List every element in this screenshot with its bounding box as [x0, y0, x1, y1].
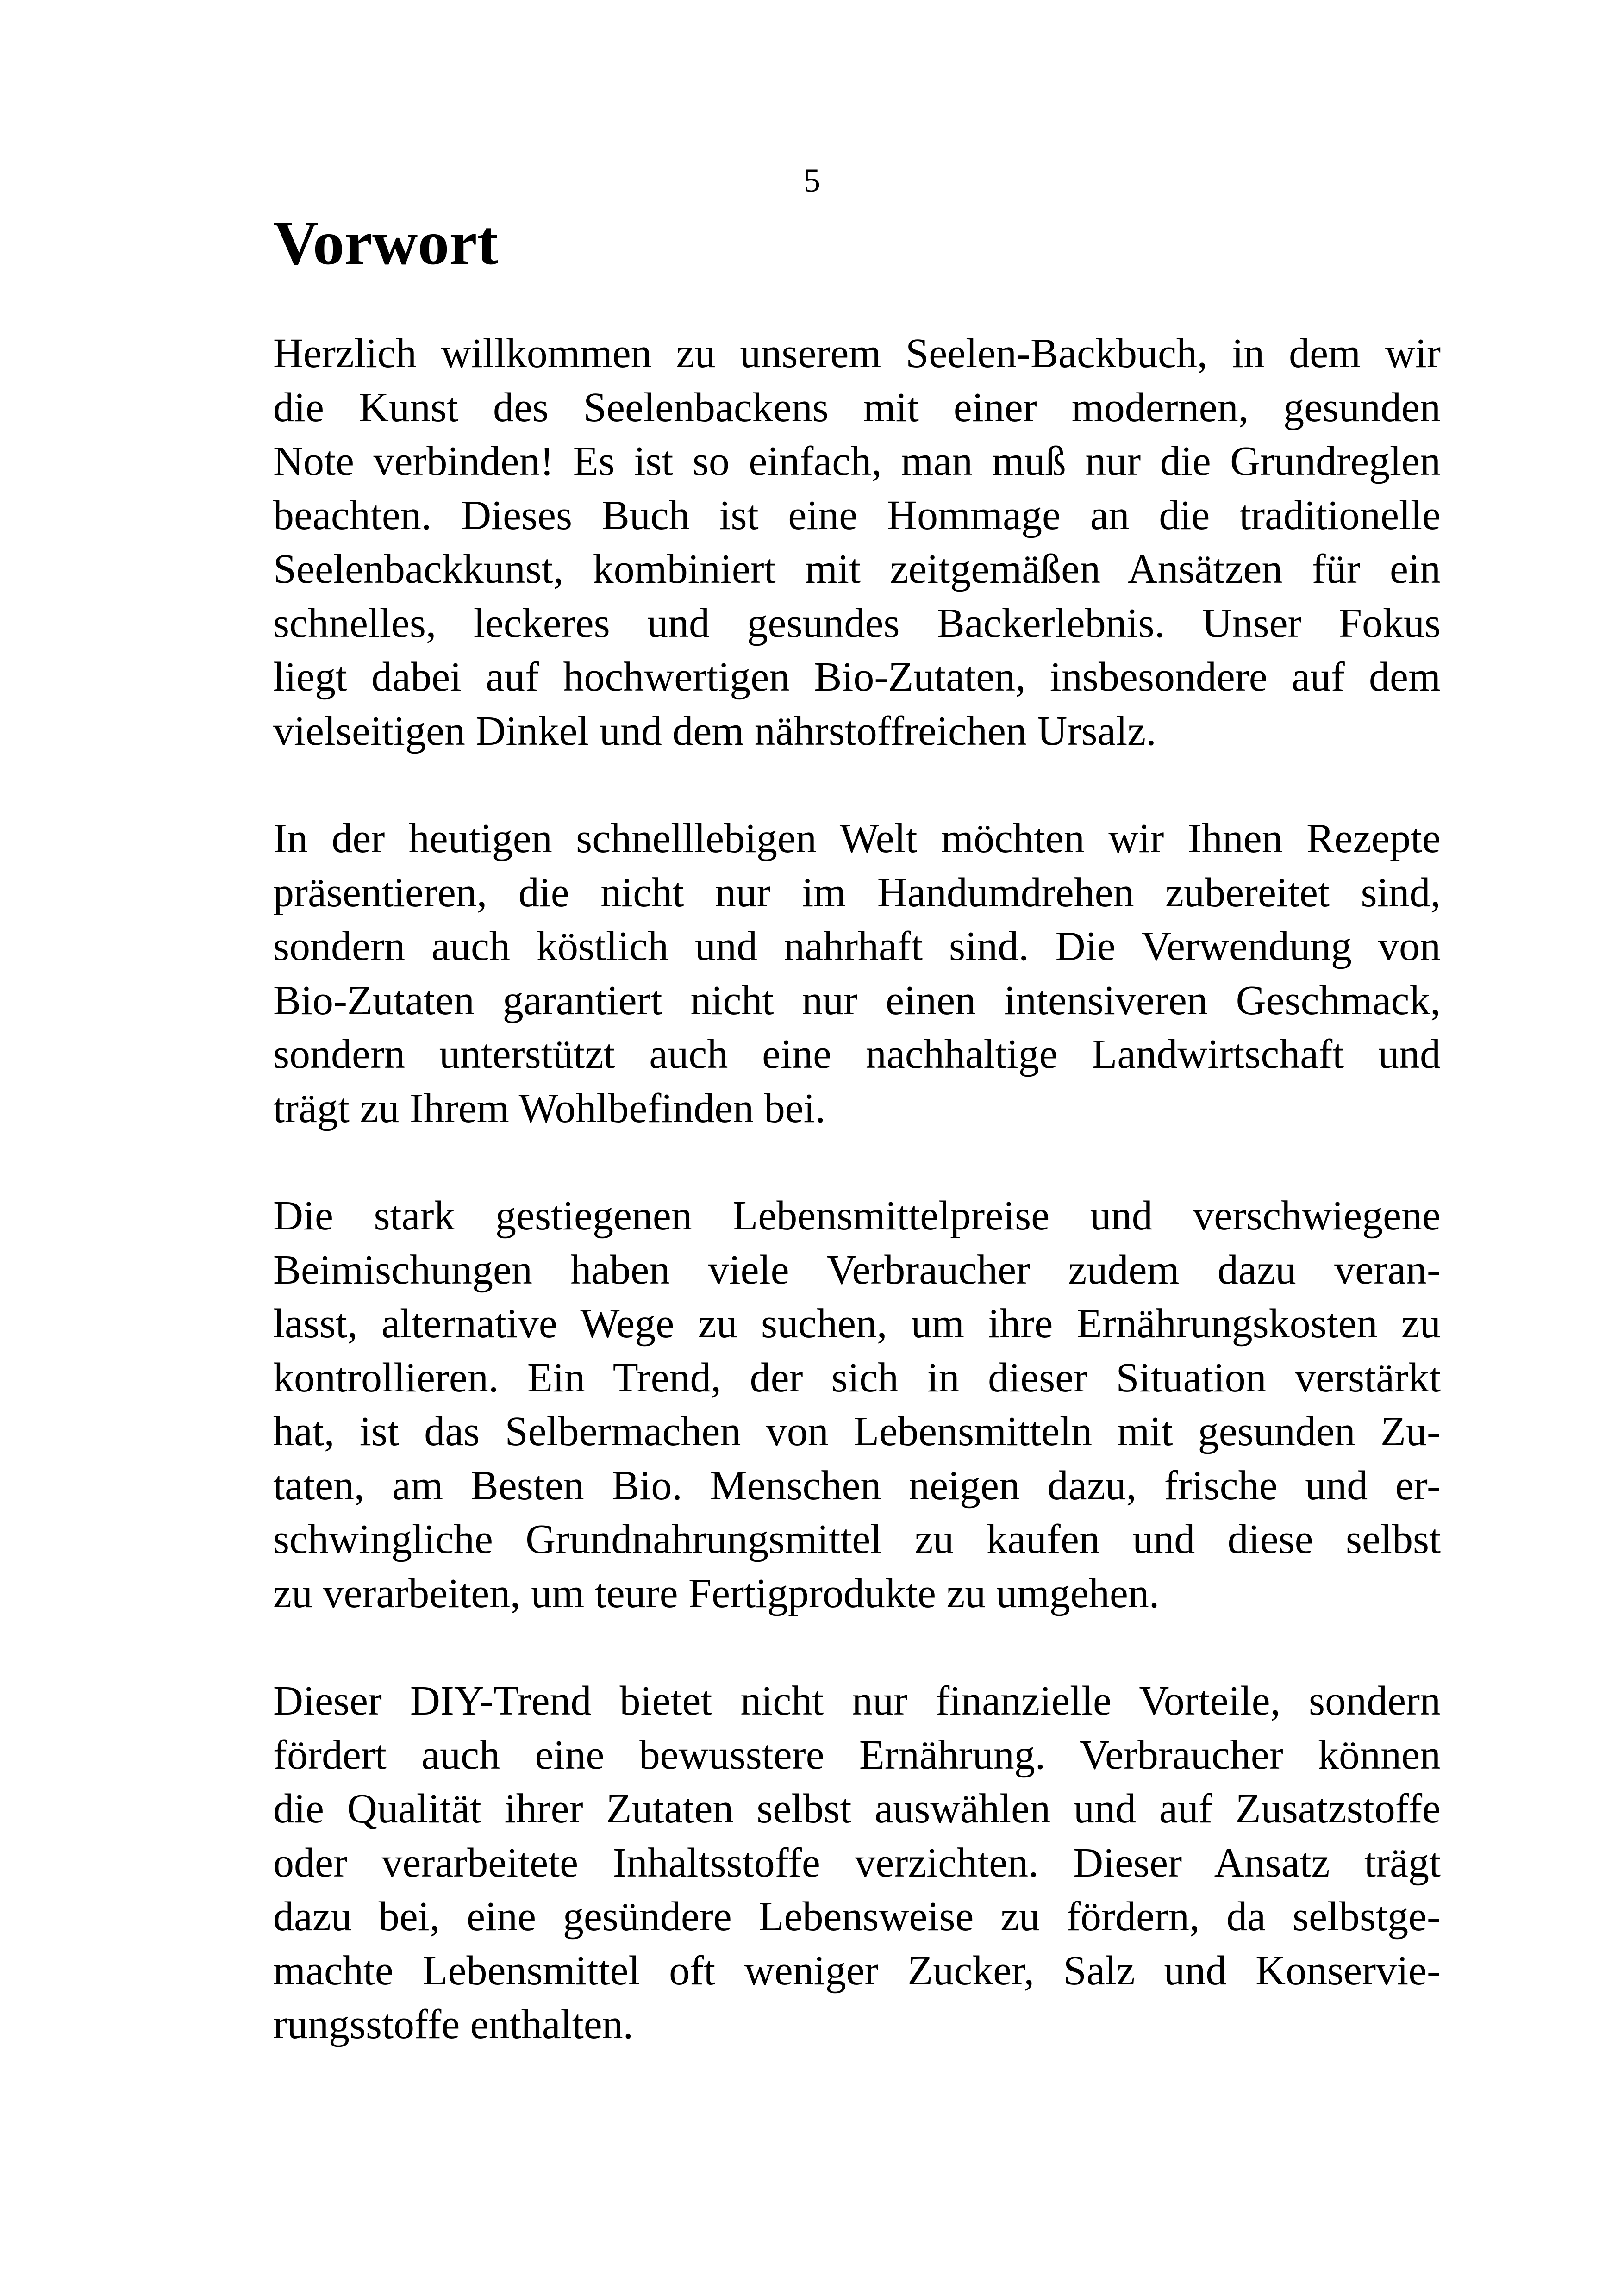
- text-line: sondern auch köstlich und nahrhaft sind. Die Verwendung von: [273, 923, 1441, 969]
- text-line: Beimischungen haben viele Verbraucher zudem dazu veran-: [273, 1247, 1441, 1293]
- text-line: In der heutigen schnelllebigen Welt möchten wir Ihnen Rezepte: [273, 816, 1441, 861]
- text-line: rungsstoffe enthalten.: [273, 2002, 634, 2047]
- text-line: die Qualität ihrer Zutaten selbst auswählen und auf Zusatzstoffe: [273, 1786, 1441, 1832]
- text-line: dazu bei, eine gesündere Lebensweise zu fördern, da selbstge-: [273, 1894, 1441, 1940]
- text-line: trägt zu Ihrem Wohlbefinden bei.: [273, 1085, 826, 1131]
- text-line: schwingliche Grundnahrungsmittel zu kaufen und diese selbst: [273, 1516, 1441, 1562]
- text-line: fördert auch eine bewusstere Ernährung. Verbraucher können: [273, 1732, 1441, 1778]
- text-line: kontrollieren. Ein Trend, der sich in dieser Situation verstärkt: [273, 1354, 1441, 1401]
- text-line: Bio-Zutaten garantiert nicht nur einen intensiveren Geschmack,: [273, 977, 1441, 1023]
- chapter-title: Vorwort: [273, 208, 498, 278]
- paragraph: [273, 1674, 1441, 2052]
- text-line: die Kunst des Seelenbackens mit einer modernen, gesunden: [273, 384, 1441, 430]
- text-line: zu verarbeiten, um teure Fertigprodukte zu umgehen.: [273, 1570, 1160, 1616]
- text-line: schnelles, leckeres und gesundes Backerlebnis. Unser Fokus: [273, 600, 1441, 646]
- text-line: vielseitigen Dinkel und dem nährstoffreichen Ursalz.: [273, 708, 1156, 754]
- text-line: Dieser DIY-Trend bietet nicht nur finanzielle Vorteile, sondern: [273, 1678, 1441, 1724]
- text-line: sondern unterstützt auch eine nachhaltige Landwirtschaft und: [273, 1031, 1441, 1077]
- text-line: oder verarbeitete Inhaltsstoffe verzichten. Dieser Ansatz trägt: [273, 1840, 1441, 1886]
- text-line: hat, ist das Selbermachen von Lebensmitteln mit gesunden Zu-: [273, 1409, 1441, 1454]
- text-line: Note verbinden! Es ist so einfach, man muß nur die Grundreglen: [273, 438, 1441, 484]
- text-line: beachten. Dieses Buch ist eine Hommage an die traditionelle: [273, 492, 1441, 538]
- page-number: 5: [804, 162, 820, 199]
- paragraph: [273, 1189, 1441, 1621]
- text-line: Die stark gestiegenen Lebensmittelpreise und verschwiegene: [273, 1193, 1441, 1239]
- text-line: Herzlich willkommen zu unserem Seelen-Backbuch, in dem wir: [273, 331, 1441, 376]
- paragraph: [273, 812, 1441, 1135]
- text-line: Seelenbackkunst, kombiniert mit zeitgemäßen Ansätzen für ein: [273, 546, 1441, 592]
- text-line: präsentieren, die nicht nur im Handumdrehen zubereitet sind,: [273, 869, 1441, 916]
- paragraph: [273, 327, 1441, 758]
- text-line: taten, am Besten Bio. Menschen neigen dazu, frische und er-: [273, 1462, 1441, 1509]
- text-line: machte Lebensmittel oft weniger Zucker, Salz und Konservie-: [273, 1947, 1441, 1994]
- text-line: lasst, alternative Wege zu suchen, um ihre Ernährungskosten zu: [273, 1301, 1441, 1347]
- body-text: [273, 327, 1441, 2106]
- text-line: liegt dabei auf hochwertigen Bio-Zutaten, insbesondere auf dem: [273, 654, 1441, 700]
